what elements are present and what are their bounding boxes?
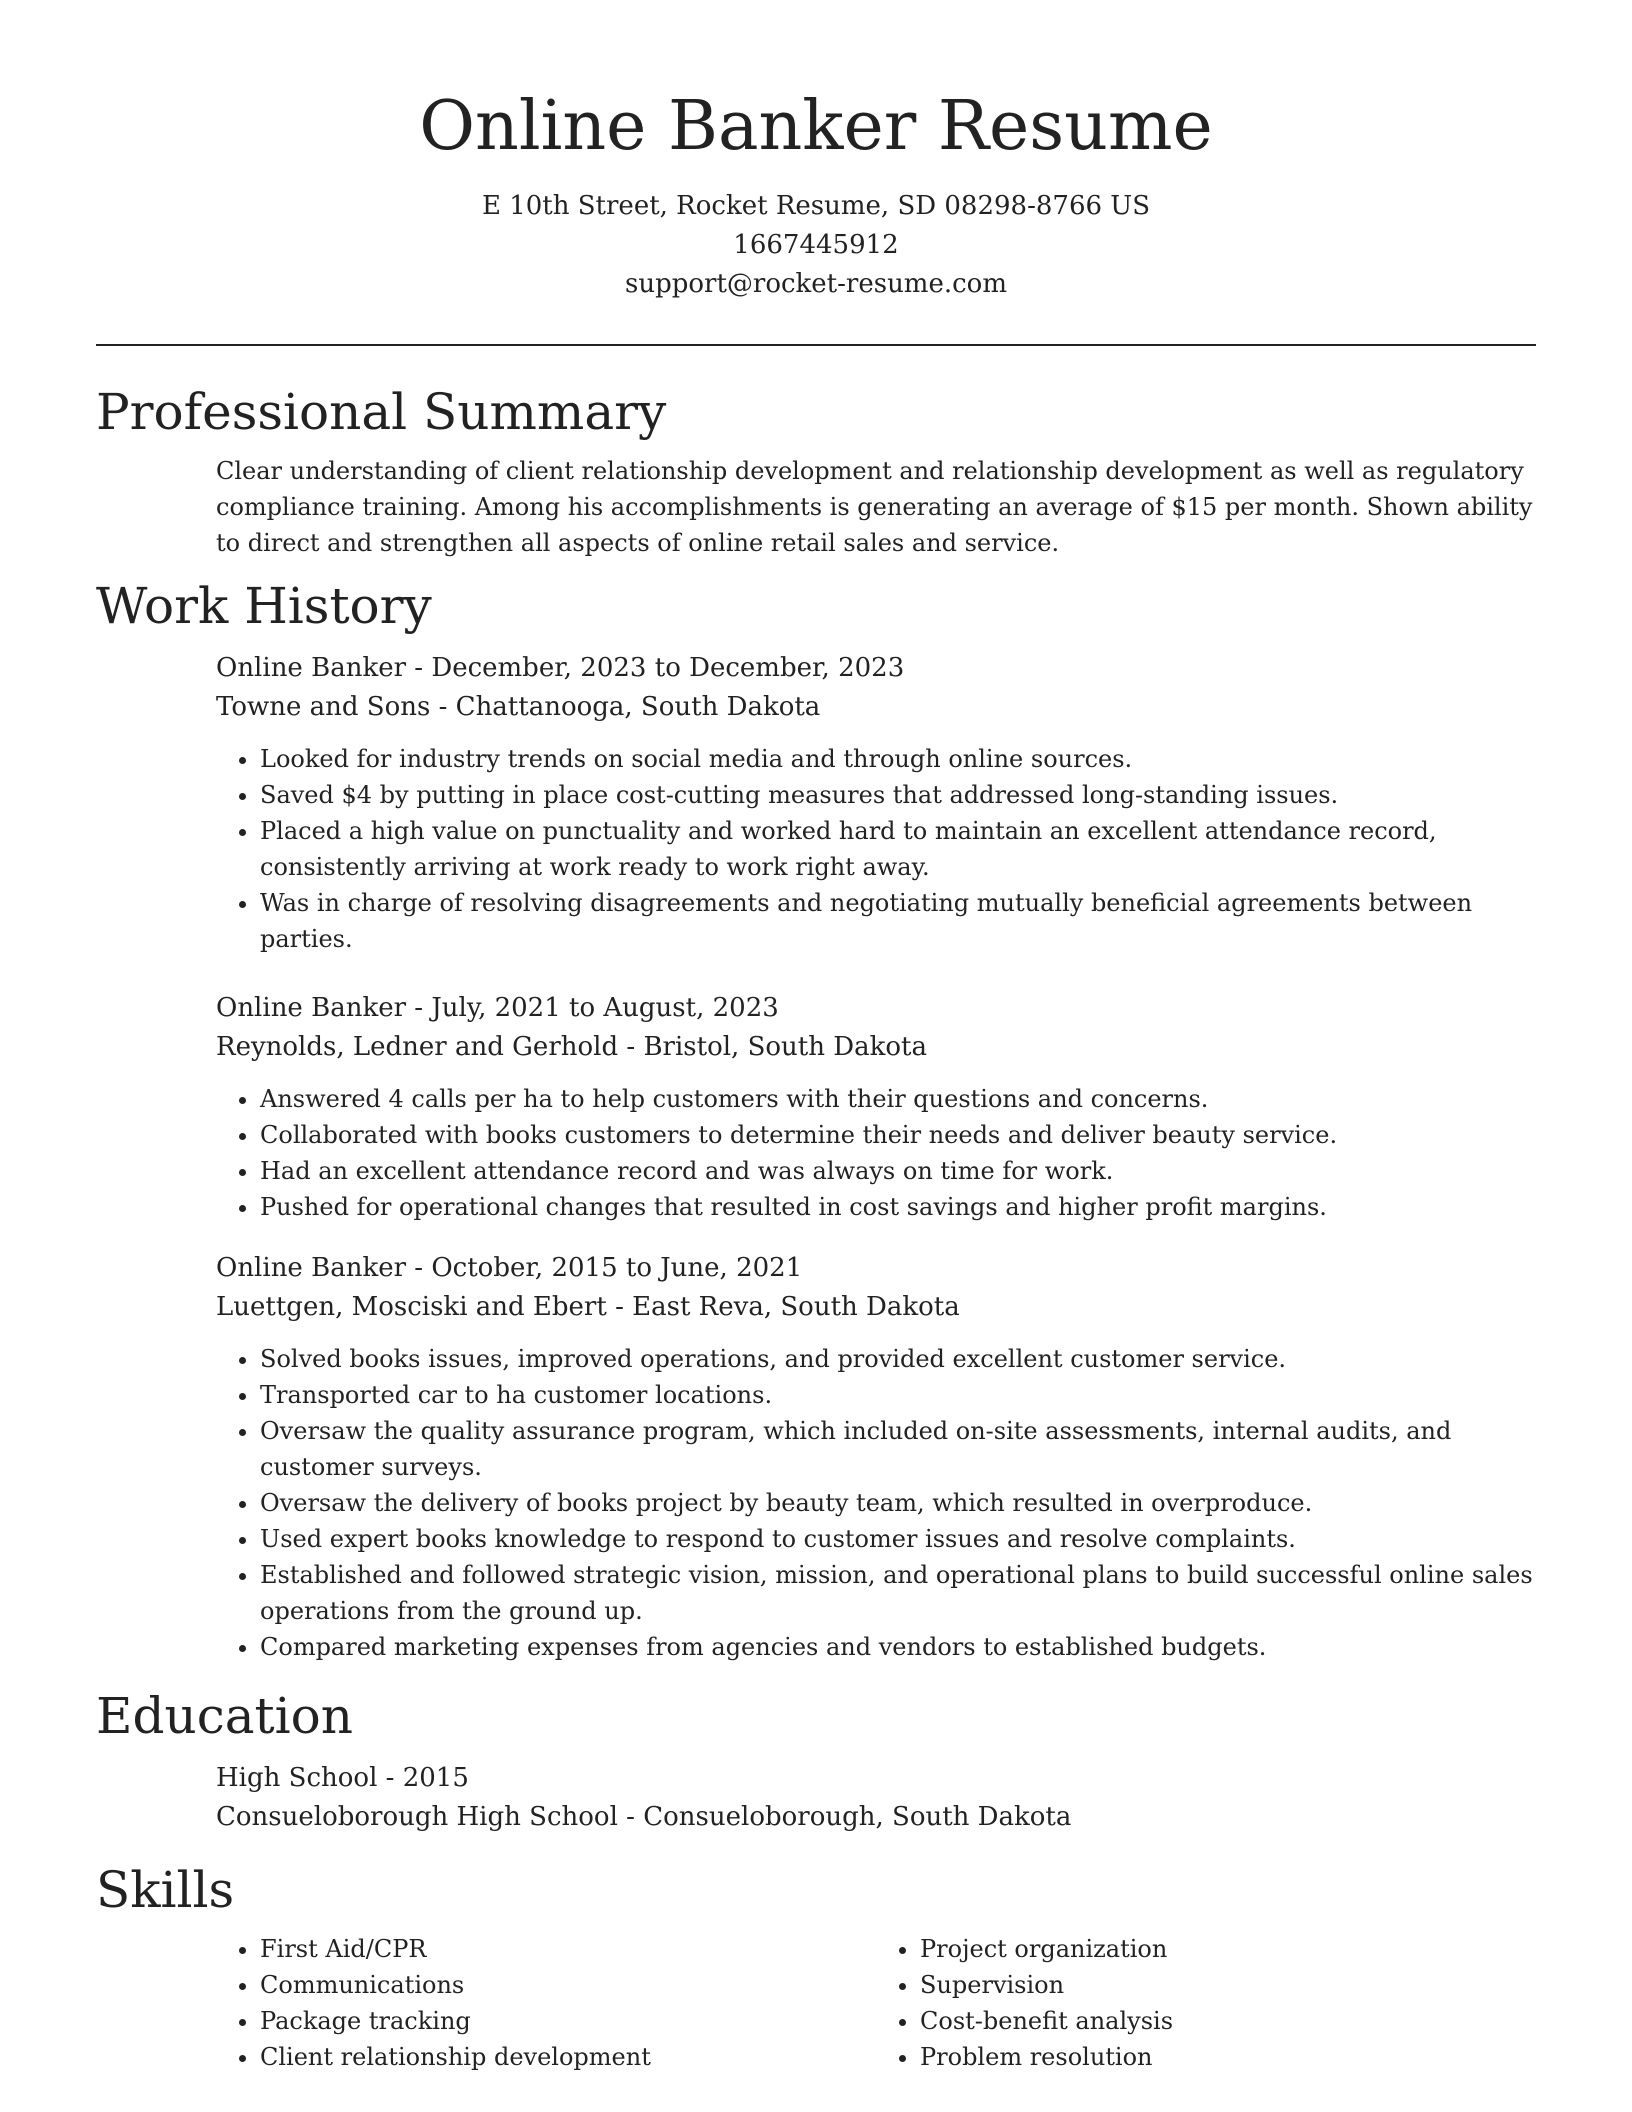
skill-item: • Communications: [260, 1967, 876, 2003]
list-item: • Solved books issues, improved operations, and provided excellent customer service.: [260, 1341, 1536, 1377]
list-item: • Compared marketing expenses from agencies and vendors to established budgets.: [260, 1629, 1536, 1665]
list-item: • Pushed for operational changes that resulted in cost savings and higher profit margins.: [260, 1189, 1536, 1225]
job-company-line: Reynolds, Ledner and Gerhold - Bristol, South Dakota: [216, 1032, 927, 1062]
skill-item: • Project organization: [920, 1931, 1536, 1967]
contact-block: [96, 187, 1536, 304]
job-location: Chattanooga, South Dakota: [455, 692, 821, 722]
job-dates: December, 2023 to December, 2023: [431, 653, 905, 683]
contact-email: support@rocket-resume.com: [624, 269, 1007, 299]
skill-item: • Package tracking: [260, 2003, 876, 2039]
skills-list-right: [876, 1931, 1536, 2075]
list-item: • Answered 4 calls per ha to help customers with their questions and concerns.: [260, 1081, 1536, 1117]
education-heading: Education: [96, 1687, 353, 1745]
job-company-line: Towne and Sons - Chattanooga, South Dakota: [216, 692, 821, 722]
job-title-line: Online Banker - December, 2023 to December, 2023: [216, 653, 905, 683]
job-bullets: [216, 1341, 1536, 1665]
resume-title: Online Banker Resume: [419, 87, 1213, 166]
job-title-line: Online Banker - July, 2021 to August, 2023: [216, 993, 779, 1023]
list-item: • Was in charge of resolving disagreements and negotiating mutually beneficial agreements between parties.: [260, 885, 1536, 957]
skill-item: • Cost-benefit analysis: [920, 2003, 1536, 2039]
skill-item: • Client relationship development: [260, 2039, 876, 2075]
skill-item: • First Aid/CPR: [260, 1931, 876, 1967]
degree: High School: [216, 1763, 378, 1793]
list-item: • Oversaw the quality assurance program, which included on-site assessments, internal audits, and customer surveys.: [260, 1413, 1536, 1485]
job-company-line: Luettgen, Mosciski and Ebert - East Reva, South Dakota: [216, 1292, 960, 1322]
education-entry: [216, 1759, 1536, 1837]
work-section: [96, 575, 1536, 1665]
job-dates: October, 2015 to June, 2021: [431, 1253, 803, 1283]
job-title: Online Banker: [216, 653, 407, 683]
job-location: East Reva, South Dakota: [632, 1292, 960, 1322]
job-entry: [216, 649, 1536, 957]
list-item: • Used expert books knowledge to respond to customer issues and resolve complaints.: [260, 1521, 1536, 1557]
school-name: Consueloborough High School: [216, 1802, 618, 1832]
job-dates: July, 2021 to August, 2023: [431, 993, 779, 1023]
summary-heading: Professional Summary: [96, 383, 667, 441]
graduation-year: 2015: [402, 1763, 469, 1793]
job-title: Online Banker: [216, 993, 407, 1023]
resume-page: [96, 0, 1536, 2075]
list-item: • Looked for industry trends on social media and through online sources.: [260, 741, 1536, 777]
summary-text: Clear understanding of client relationship development and relationship development as well as regulatory compliance training. Among his accomplishments is generating an average of $15 per month. Shown ability to direct and strengthen all aspects of online retail sales and service.: [216, 457, 1533, 557]
job-bullets: [216, 1081, 1536, 1225]
work-heading: Work History: [96, 577, 432, 635]
list-item: • Saved $4 by putting in place cost-cutting measures that addressed long-standing issues.: [260, 777, 1536, 813]
job-title-line: Online Banker - October, 2015 to June, 2021: [216, 1253, 803, 1283]
job-entry: [216, 989, 1536, 1225]
list-item: • Oversaw the delivery of books project by beauty team, which resulted in overproduce.: [260, 1485, 1536, 1521]
list-item: • Transported car to ha customer locations.: [260, 1377, 1536, 1413]
school-line: Consueloborough High School - Consueloborough, South Dakota: [216, 1802, 1072, 1832]
job-company: Towne and Sons: [216, 692, 431, 722]
list-item: • Established and followed strategic vision, mission, and operational plans to build successful online sales operations from the ground up.: [260, 1557, 1536, 1629]
contact-address: E 10th Street, Rocket Resume, SD 08298-8766 US: [481, 191, 1151, 221]
summary-section: [96, 381, 1536, 561]
job-entry: [216, 1249, 1536, 1665]
contact-phone: 1667445912: [733, 230, 899, 260]
header-divider: [96, 344, 1536, 346]
job-company: Luettgen, Mosciski and Ebert: [216, 1292, 607, 1322]
school-location: Consueloborough, South Dakota: [643, 1802, 1072, 1832]
skills-list-left: [216, 1931, 876, 2075]
skills-heading: Skills: [96, 1861, 235, 1919]
list-item: • Placed a high value on punctuality and worked hard to maintain an excellent attendance record, consistently arriving at work ready to work right away.: [260, 813, 1536, 885]
skills-section: [96, 1859, 1536, 2075]
education-section: [96, 1685, 1536, 1837]
job-bullets: [216, 741, 1536, 957]
skill-item: • Supervision: [920, 1967, 1536, 2003]
degree-line: High School - 2015: [216, 1763, 469, 1793]
job-title: Online Banker: [216, 1253, 407, 1283]
job-company: Reynolds, Ledner and Gerhold: [216, 1032, 619, 1062]
skill-item: • Problem resolution: [920, 2039, 1536, 2075]
list-item: • Had an excellent attendance record and was always on time for work.: [260, 1153, 1536, 1189]
skills-columns: [216, 1931, 1536, 2075]
list-item: • Collaborated with books customers to determine their needs and deliver beauty service.: [260, 1117, 1536, 1153]
job-location: Bristol, South Dakota: [643, 1032, 927, 1062]
